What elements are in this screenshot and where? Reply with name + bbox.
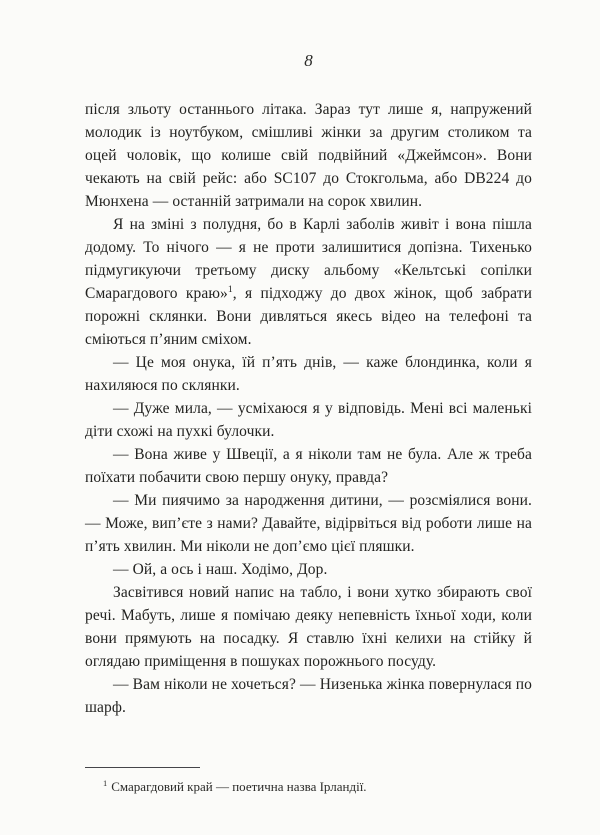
page-number: 8 xyxy=(304,51,313,70)
paragraph xyxy=(85,213,532,351)
footnote-divider xyxy=(85,767,200,768)
paragraph-text: — Ми пиячимо за народження дитини, — розсміялися вони. — Може, вип’єте з нами? Давайте, відірвіться від роботи лише на п’ять хвилин. Ми ніколи не доп’ємо цієї пляшки. xyxy=(85,492,532,555)
paragraph-text: — Це моя онука, їй п’ять днів, — каже блондинка, коли я нахиляюся по склянки. xyxy=(85,354,532,394)
paragraph-text: — Ой, а ось і наш. Ходімо, Дор. xyxy=(113,561,328,578)
paragraph-text: Я на зміні з полудня, бо в Карлі заболів живіт і вона пішла додому. То нічого — я не проти залишитися допізна. Тихенько підмугикуючи третьому диску альбому «Кельтські сопілки Смарагдового краю» xyxy=(85,216,532,302)
paragraph-text: — Вона живе у Швеції, а я ніколи там не була. Але ж треба поїхати побачити свою першу онуку, правда? xyxy=(85,446,532,486)
text-block xyxy=(85,98,532,719)
paragraph xyxy=(85,397,532,443)
paragraph xyxy=(85,558,532,581)
footnote-marker: 1 xyxy=(103,777,108,788)
paragraph-text: — Дуже мила, — усміхаюся я у відповідь. Мені всі маленькі діти схожі на пухкі булочки. xyxy=(85,400,532,440)
paragraph xyxy=(85,443,532,489)
paragraph xyxy=(85,351,532,397)
paragraph-text: , я підходжу до двох жінок, щоб забрати порожні склянки. Вони дивляться якесь відео на телефоні та сміються п’яним сміхом. xyxy=(85,285,532,348)
paragraph xyxy=(85,673,532,719)
paragraph-text: — Вам ніколи не хочеться? — Низенька жінка повернулася по шарф. xyxy=(85,676,532,716)
footnote xyxy=(85,778,532,795)
paragraph xyxy=(85,489,532,558)
footnote-section xyxy=(85,767,532,795)
footnote-ref-marker: 1 xyxy=(227,283,233,295)
paragraph xyxy=(85,98,532,213)
footnote-text: Смарагдовий край — поетична назва Ірландії. xyxy=(111,779,367,794)
paragraph xyxy=(85,581,532,673)
paragraph-text: після зльоту останнього літака. Зараз тут лише я, напружений молодик із ноутбуком, смішливі жінки за другим столиком та оцей чоловік, що колише свій подвійний «Джеймсон». Вони чекають на свій рейс: або SC107 до Стокгольма, або DB224 до Мюнхена — останній затримали на сорок хвилин. xyxy=(85,101,532,210)
paragraph-text: Засвітився новий напис на табло, і вони хутко збирають свої речі. Мабуть, лише я помічаю деяку непевність їхньої ходи, коли вони прямують на посадку. Я ставлю їхні келихи на стійку й оглядаю приміщення в пошуках порожнього посуду. xyxy=(85,584,532,670)
